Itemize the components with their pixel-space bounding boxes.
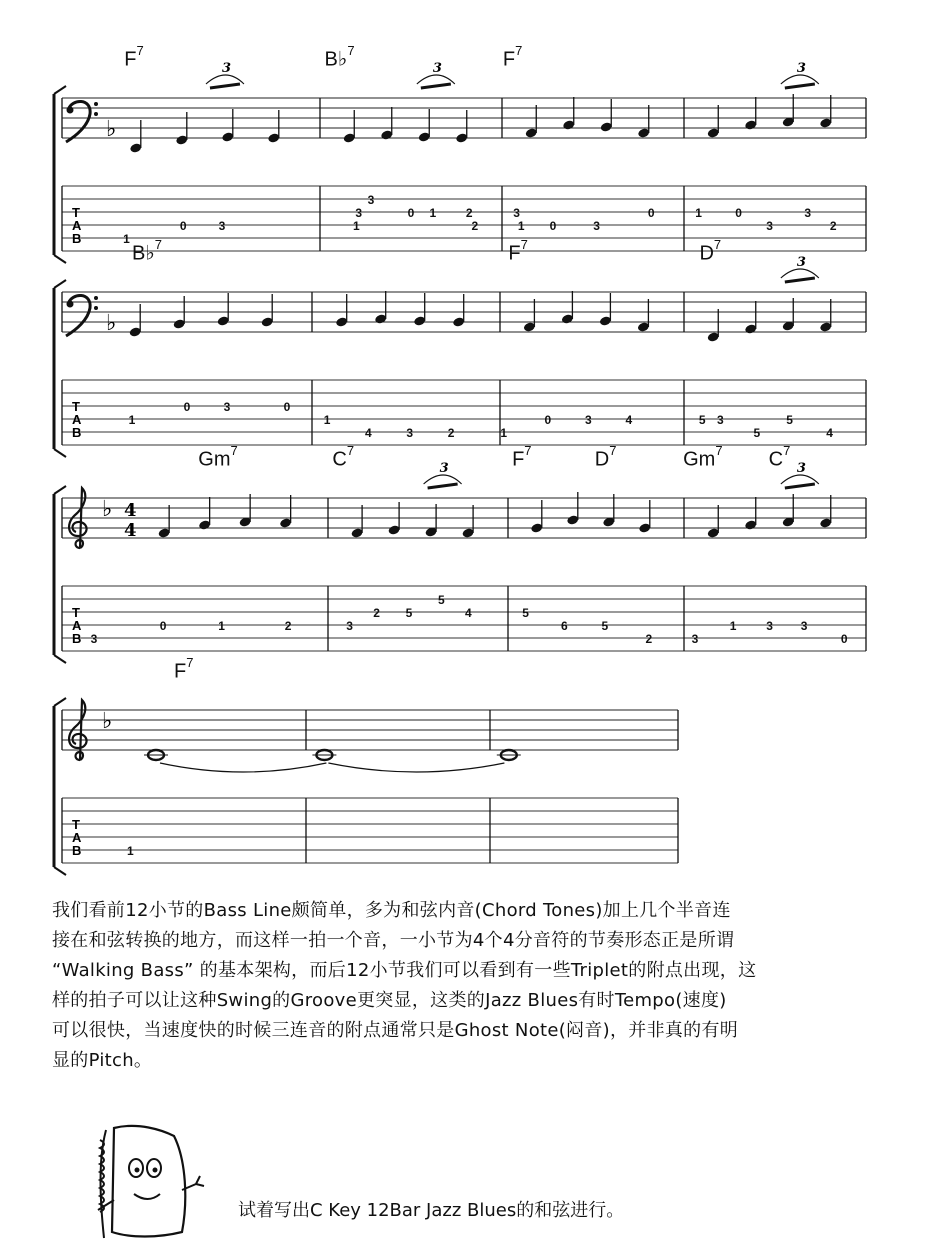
chord-root: D <box>699 242 714 265</box>
bracket-hook <box>54 280 66 288</box>
bracket-hook <box>54 698 66 706</box>
tab-fret-number: 3 <box>90 632 98 646</box>
flat-key-signature-icon: ♭ <box>106 311 117 336</box>
tab-fret-number: 1 <box>128 413 136 427</box>
chord-extension: 7 <box>346 443 355 458</box>
paragraph-line: 可以很快，当速度快的时候三连音的附点通常只是Ghost Note(闷音)，并非真的有明 <box>52 1020 739 1041</box>
tab-letter: B <box>72 843 82 858</box>
tab-fret-number: 1 <box>429 206 437 220</box>
bracket-hook <box>54 486 66 494</box>
tab-fret-number: 3 <box>513 206 520 220</box>
tab-fret-number: 1 <box>218 619 225 633</box>
chord-symbol <box>174 655 194 684</box>
flat-key-signature-icon: ♭ <box>106 117 117 142</box>
tab-fret-number: 4 <box>465 606 472 620</box>
note-beam <box>210 84 240 88</box>
triplet-bracket <box>206 75 244 84</box>
music-system-2 <box>54 255 866 457</box>
chord-root: F <box>508 242 521 265</box>
tab-letter: B <box>72 631 82 646</box>
chord-extension: 7 <box>524 443 532 458</box>
tab-fret-number: 1 <box>323 413 331 427</box>
tab-letter: A <box>72 618 82 633</box>
tab-fret-number: 1 <box>353 219 360 233</box>
tab-fret-number: 5 <box>438 593 445 607</box>
chord-extension: 7 <box>515 43 523 58</box>
chord-extension: 7 <box>715 443 723 458</box>
tab-fret-number: 5 <box>601 619 609 633</box>
time-signature-bottom: 4 <box>124 520 137 541</box>
triplet-mark: 3 <box>439 461 449 476</box>
chord-root: C <box>768 448 784 471</box>
chord-root: C <box>332 448 347 471</box>
tab-fret-number: 0 <box>159 619 167 633</box>
tab-fret-number: 5 <box>786 413 793 427</box>
cartoon-mascot-illustration <box>78 1120 218 1242</box>
paragraph-line: 显的Pitch。 <box>52 1050 153 1071</box>
tab-fret-number: 5 <box>753 426 761 440</box>
chord-extension: 7 <box>520 237 528 252</box>
chord-root: F <box>124 48 137 71</box>
triplet-mark: 3 <box>796 255 806 270</box>
bass-clef-dot-icon <box>94 296 98 300</box>
chord-extension: 7 <box>186 655 194 670</box>
tab-fret-number: 1 <box>123 232 130 246</box>
music-system-1 <box>54 61 866 263</box>
tab-fret-number: 1 <box>517 219 525 233</box>
tab-fret-number: 3 <box>766 219 773 233</box>
chord-symbol <box>198 443 238 472</box>
tab-letter: A <box>72 218 82 233</box>
tab-letter: A <box>72 412 82 427</box>
tab-fret-number: 3 <box>593 219 600 233</box>
tab-fret-number: 2 <box>471 219 479 233</box>
tab-letter: T <box>72 399 80 414</box>
chord-root: Gm <box>198 448 231 471</box>
chord-symbol <box>594 443 617 472</box>
chord-extension: 7 <box>154 237 163 252</box>
triplet-bracket <box>781 75 819 84</box>
bass-clef-dot-icon <box>67 107 74 114</box>
chord-root: F <box>174 660 187 683</box>
chord-root: Gm <box>683 448 716 471</box>
tab-fret-number: 3 <box>804 206 812 220</box>
tab-letter: A <box>72 830 82 845</box>
bracket-hook <box>54 255 66 263</box>
chord-extension: 7 <box>713 237 722 252</box>
tab-fret-number: 3 <box>584 413 592 427</box>
tab-fret-number: 0 <box>183 400 191 414</box>
paragraph-line: 接在和弦转换的地方，而这样一拍一个音，一小节为4个4分音符的节奏形态正是所谓 <box>52 930 735 951</box>
triplet-bracket <box>424 475 462 484</box>
tie-arc <box>160 763 326 772</box>
chord-root: F <box>512 448 525 471</box>
tab-letter: B <box>72 231 82 246</box>
chord-extension: 7 <box>136 43 144 58</box>
tab-fret-number: 5 <box>698 413 706 427</box>
paragraph-line: 我们看前12小节的Bass Line颇简单，多为和弦内音(Chord Tones)加上几个半音连 <box>52 900 731 921</box>
chord-symbol <box>512 443 532 472</box>
note-beam <box>428 484 458 488</box>
chord-symbol <box>132 237 163 266</box>
tab-fret-number: 0 <box>179 219 187 233</box>
note-beam <box>785 278 815 282</box>
bracket-hook <box>54 86 66 94</box>
tab-fret-number: 1 <box>729 619 737 633</box>
tab-fret-number: 0 <box>283 400 291 414</box>
chord-symbol <box>699 237 722 266</box>
triplet-bracket <box>781 475 819 484</box>
triplet-mark: 3 <box>796 461 806 476</box>
chord-symbol <box>768 443 791 472</box>
bass-clef-dot-icon <box>67 301 74 308</box>
tab-fret-number: 5 <box>405 606 413 620</box>
chord-root: B♭ <box>324 48 348 71</box>
tab-fret-number: 4 <box>365 426 372 440</box>
explanation-paragraph <box>52 896 870 1076</box>
tab-fret-number: 3 <box>800 619 808 633</box>
bass-clef-dot-icon <box>94 306 98 310</box>
tab-fret-number: 3 <box>218 219 226 233</box>
time-signature-top: 4 <box>124 500 137 521</box>
bracket-hook <box>54 867 66 875</box>
tab-letter: T <box>72 205 80 220</box>
tab-fret-number: 1 <box>500 426 508 440</box>
tab-fret-number: 1 <box>126 844 134 858</box>
tab-fret-number: 5 <box>522 606 529 620</box>
note-beam <box>421 84 451 88</box>
tab-fret-number: 3 <box>346 619 353 633</box>
tab-fret-number: 4 <box>826 426 833 440</box>
paragraph-line: 样的拍子可以让这种Swing的Groove更突显，这类的Jazz Blues有时Tempo(速度) <box>52 990 727 1011</box>
chord-symbol <box>683 443 723 472</box>
music-system-3 <box>54 461 866 663</box>
tab-letter: T <box>72 817 80 832</box>
triplet-mark: 3 <box>221 61 232 76</box>
chord-root: F <box>502 48 516 71</box>
chord-extension: 7 <box>347 43 355 58</box>
tie-arc <box>328 763 504 772</box>
chord-symbol <box>502 43 523 72</box>
note-beam <box>785 84 815 88</box>
chord-symbol <box>124 43 144 72</box>
tab-fret-number: 0 <box>544 413 552 427</box>
chord-root: D <box>594 448 610 471</box>
tab-fret-number: 2 <box>645 632 653 646</box>
tab-letter: T <box>72 605 80 620</box>
tab-fret-number: 2 <box>829 219 837 233</box>
tab-fret-number: 6 <box>560 619 568 633</box>
tab-fret-number: 0 <box>735 206 742 220</box>
tab-letter: B <box>72 425 82 440</box>
paragraph-line: “Walking Bass” 的基本架构，而后12小节我们可以看到有一些Triplet的附点出现，这 <box>52 960 757 981</box>
flat-key-signature-icon: ♭ <box>102 709 113 734</box>
tab-fret-number: 3 <box>223 400 231 414</box>
tab-fret-number: 3 <box>406 426 414 440</box>
bass-clef-dot-icon <box>94 112 98 116</box>
chord-symbol <box>508 237 528 266</box>
tab-fret-number: 3 <box>355 206 363 220</box>
chord-symbol <box>332 443 355 472</box>
chord-symbol <box>324 43 355 72</box>
tab-fret-number: 3 <box>367 193 375 207</box>
tab-fret-number: 4 <box>625 413 633 427</box>
tab-fret-number: 1 <box>695 206 702 220</box>
tab-fret-number: 2 <box>284 619 292 633</box>
tab-fret-number: 0 <box>647 206 655 220</box>
exercise-prompt: 试着写出C Key 12Bar Jazz Blues的和弦进行。 <box>238 1200 625 1221</box>
tab-fret-number: 0 <box>840 632 848 646</box>
tab-fret-number: 0 <box>407 206 415 220</box>
triplet-mark: 3 <box>432 61 442 76</box>
bracket-hook <box>54 655 66 663</box>
flat-key-signature-icon: ♭ <box>102 497 113 522</box>
tab-fret-number: 2 <box>373 606 380 620</box>
music-system-4 <box>54 698 678 875</box>
chord-extension: 7 <box>230 443 238 458</box>
triplet-bracket <box>781 269 819 278</box>
tab-fret-number: 2 <box>447 426 455 440</box>
triplet-mark: 3 <box>796 61 806 76</box>
chord-root: B♭ <box>132 242 155 265</box>
tab-fret-number: 3 <box>691 632 699 646</box>
triplet-bracket <box>417 75 455 84</box>
tab-fret-number: 2 <box>465 206 473 220</box>
tab-fret-number: 3 <box>717 413 724 427</box>
chord-extension: 7 <box>609 443 617 458</box>
tab-fret-number: 3 <box>766 619 773 633</box>
chord-extension: 7 <box>783 443 791 458</box>
note-beam <box>785 484 815 488</box>
tab-fret-number: 0 <box>549 219 557 233</box>
bass-clef-dot-icon <box>94 102 98 106</box>
bracket-hook <box>54 449 66 457</box>
